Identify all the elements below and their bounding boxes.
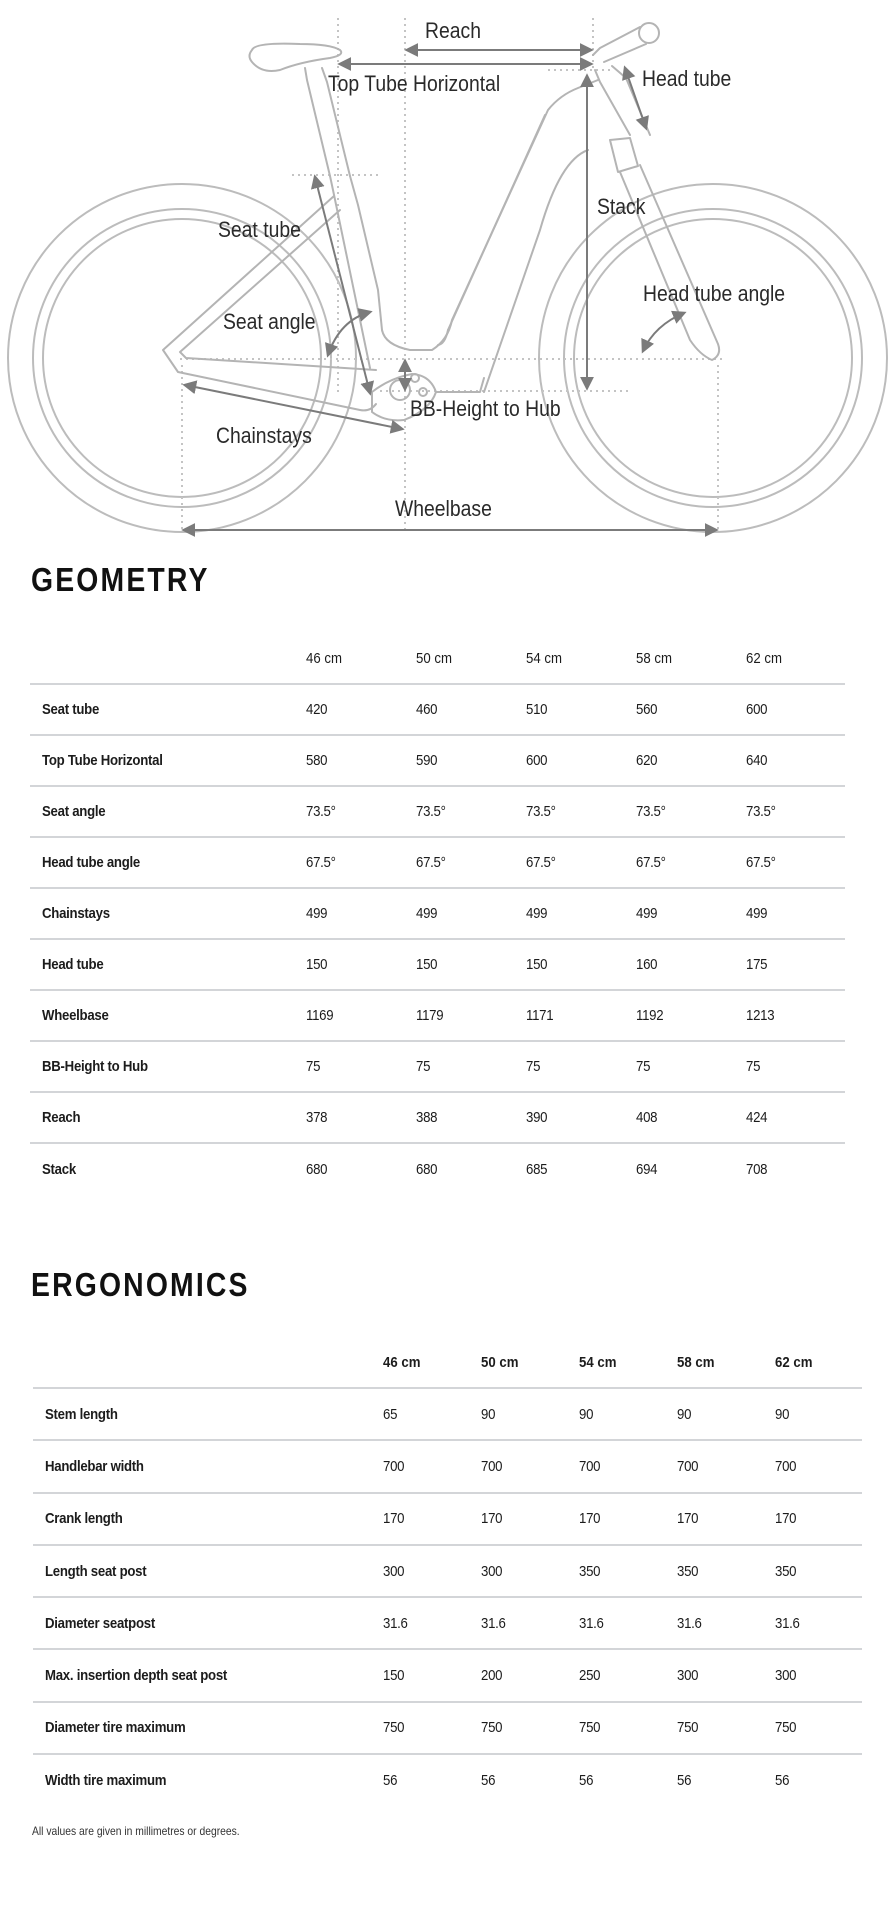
row-label [33,1702,383,1754]
row-label [30,837,306,888]
size-label: 62 cm [775,1353,813,1371]
size-header [306,634,416,684]
cell-value-text: 750 [775,1719,797,1737]
cell-value [746,990,845,1041]
cell-value-text: 150 [383,1667,405,1685]
size-label: 46 cm [306,650,342,667]
cell-value [746,888,845,939]
table-row [30,939,845,990]
table-row [33,1493,862,1545]
cell-value [526,684,636,735]
label-chainstays: Chainstays [216,423,312,449]
cell-value-text: 600 [526,752,548,769]
cell-value [579,1545,677,1597]
cell-value-text: 700 [579,1457,601,1475]
cell-value [636,990,746,1041]
cell-value [481,1702,579,1754]
row-label [30,786,306,837]
cell-value [579,1649,677,1701]
cell-value [579,1493,677,1545]
row-label-text: Stem length [45,1405,118,1423]
table-header-row [30,634,845,684]
cell-value-text: 300 [481,1562,503,1580]
size-label: 58 cm [677,1353,715,1371]
cell-value-text: 499 [306,905,328,922]
cell-value [416,990,526,1041]
cell-value-text: 685 [526,1160,548,1178]
row-label [33,1597,383,1649]
cell-value-text: 750 [383,1719,405,1737]
cell-value [306,786,416,837]
cell-value [526,1092,636,1143]
cell-value-text: 1213 [746,1007,775,1024]
cell-value [677,1493,775,1545]
cell-value-text: 150 [416,956,438,973]
cell-value-text: 170 [677,1510,699,1528]
cell-value-text: 700 [677,1457,699,1475]
ergonomics-table [33,1337,862,1806]
table-row [33,1440,862,1492]
cell-value-text: 694 [636,1160,658,1178]
cell-value-text: 31.6 [579,1614,604,1632]
cell-value-text: 1192 [636,1007,664,1024]
cell-value-text: 75 [306,1058,321,1075]
cell-value-text: 460 [416,701,438,718]
cell-value [677,1545,775,1597]
table-row [30,1041,845,1092]
cell-value-text: 160 [636,956,658,973]
row-label-text: Handlebar width [45,1457,144,1475]
size-header [383,1337,481,1388]
cell-value [481,1597,579,1649]
cell-value [306,684,416,735]
cell-value [481,1493,579,1545]
size-label: 58 cm [636,650,672,667]
size-label: 54 cm [579,1353,617,1371]
cell-value-text: 560 [636,701,658,718]
row-label [30,684,306,735]
cell-value [677,1649,775,1701]
cell-value [526,939,636,990]
cell-value-text: 73.5° [416,803,446,820]
geometry-table [30,634,845,1194]
size-header [677,1337,775,1388]
cell-value-text: 424 [746,1109,768,1126]
cell-value-text: 1171 [526,1007,554,1024]
row-label-text: Diameter seatpost [45,1614,155,1632]
cell-value-text: 420 [306,701,328,718]
cell-value [306,735,416,786]
cell-value [677,1388,775,1440]
cell-value-text: 499 [526,905,548,922]
cell-value-text: 300 [677,1667,699,1685]
header-empty [33,1337,383,1388]
cell-value-text: 175 [746,956,768,973]
cell-value [636,888,746,939]
cell-value [746,1041,845,1092]
size-label: 46 cm [383,1353,421,1371]
row-label [30,888,306,939]
cell-value-text: 300 [383,1562,405,1580]
size-label: 50 cm [416,650,452,667]
cell-value [306,1092,416,1143]
cell-value-text: 390 [526,1109,548,1126]
row-label-text: Diameter tire maximum [45,1719,186,1737]
cell-value-text: 700 [383,1457,405,1475]
cell-value [306,888,416,939]
cell-value [677,1702,775,1754]
cell-value [579,1754,677,1806]
cell-value [746,837,845,888]
cell-value-text: 75 [746,1058,761,1075]
cell-value [526,786,636,837]
table-row [33,1545,862,1597]
cell-value-text: 67.5° [746,854,776,871]
cell-value-text: 56 [481,1772,496,1790]
cell-value [579,1440,677,1492]
label-bb-height-to-hub: BB-Height to Hub [409,396,561,422]
cell-value-text: 90 [579,1405,594,1423]
row-label [33,1440,383,1492]
cell-value [416,837,526,888]
cell-value-text: 170 [775,1510,797,1528]
cell-value [481,1649,579,1701]
table-row [30,786,845,837]
cell-value-text: 708 [746,1160,768,1178]
cell-value [416,1143,526,1194]
row-label [30,990,306,1041]
cell-value [306,1143,416,1194]
row-label-text: Stack [42,1160,76,1178]
cell-value [775,1597,862,1649]
cell-value [306,1041,416,1092]
cell-value [526,888,636,939]
cell-value [383,1545,481,1597]
cell-value-text: 499 [746,905,768,922]
cell-value-text: 620 [636,752,658,769]
size-header [579,1337,677,1388]
cell-value-text: 31.6 [383,1614,408,1632]
cell-value [775,1649,862,1701]
cell-value-text: 378 [306,1109,328,1126]
table-row [30,1092,845,1143]
cell-value [383,1493,481,1545]
cell-value-text: 75 [416,1058,431,1075]
row-label [30,1092,306,1143]
cell-value [526,990,636,1041]
cell-value-text: 67.5° [306,854,336,871]
cell-value-text: 56 [775,1772,790,1790]
label-wheelbase: Wheelbase [395,496,492,522]
table-row [33,1754,862,1806]
bike-geometry-diagram [0,0,895,545]
table-row [30,888,845,939]
cell-value-text: 56 [579,1772,594,1790]
cell-value [526,837,636,888]
cell-value-text: 700 [481,1457,503,1475]
row-label [30,735,306,786]
cell-value [636,1041,746,1092]
size-header [775,1337,862,1388]
row-label-text: Head tube [42,956,104,973]
cell-value-text: 300 [775,1667,797,1685]
row-label-text: Top Tube Horizontal [42,752,163,769]
cell-value [636,837,746,888]
row-label-text: Width tire maximum [45,1772,167,1790]
cell-value [416,888,526,939]
table-row [30,837,845,888]
cell-value [416,786,526,837]
row-label [33,1754,383,1806]
cell-value [383,1597,481,1649]
row-label-text: Seat tube [42,701,100,718]
cell-value-text: 31.6 [775,1614,800,1632]
cell-value-text: 90 [677,1405,692,1423]
cell-value-text: 408 [636,1109,658,1126]
head-tube-angle-arrow [643,313,684,351]
cell-value [306,837,416,888]
cell-value-text: 90 [481,1405,496,1423]
cell-value-text: 510 [526,701,548,718]
cell-value-text: 31.6 [481,1614,506,1632]
cell-value [636,684,746,735]
row-label [30,1041,306,1092]
cell-value-text: 75 [636,1058,651,1075]
size-header [526,634,636,684]
cell-value [746,684,845,735]
cell-value-text: 580 [306,752,328,769]
cell-value [526,1041,636,1092]
cell-value-text: 200 [481,1667,503,1685]
size-label: 62 cm [746,650,782,667]
footnote: All values are given in millimetres or degrees. [32,1824,240,1838]
cell-value [526,1143,636,1194]
cell-value [775,1754,862,1806]
cell-value [416,735,526,786]
cell-value [636,1143,746,1194]
row-label-text: Seat angle [42,803,106,820]
cell-value [636,786,746,837]
cell-value [416,939,526,990]
row-label-text: Reach [42,1109,81,1126]
cell-value [746,786,845,837]
row-label-text: Length seat post [45,1562,147,1580]
row-label [33,1388,383,1440]
cell-value [481,1388,579,1440]
cell-value-text: 350 [677,1562,699,1580]
front-wheel [539,184,887,532]
cell-value [746,1092,845,1143]
cell-value-text: 499 [636,905,658,922]
cell-value-text: 750 [481,1719,503,1737]
table-row [33,1649,862,1701]
cell-value-text: 350 [775,1562,797,1580]
cell-value-text: 750 [677,1719,699,1737]
size-header [416,634,526,684]
cell-value-text: 73.5° [306,803,336,820]
label-seat-angle: Seat angle [223,309,316,335]
cell-value-text: 590 [416,752,438,769]
label-reach: Reach [424,18,481,44]
cell-value-text: 750 [579,1719,601,1737]
row-label-text: Wheelbase [42,1007,109,1024]
cell-value [636,939,746,990]
cell-value-text: 170 [481,1510,503,1528]
row-label-text: BB-Height to Hub [42,1058,148,1075]
cell-value [775,1440,862,1492]
label-head-tube-angle: Head tube angle [643,281,786,307]
cell-value [746,1143,845,1194]
row-label [30,939,306,990]
header-empty [30,634,306,684]
cell-value-text: 600 [746,701,768,718]
cell-value [481,1440,579,1492]
cell-value [383,1388,481,1440]
size-header [481,1337,579,1388]
cell-value-text: 700 [775,1457,797,1475]
cell-value-text: 56 [677,1772,692,1790]
cell-value [636,735,746,786]
label-seat-tube: Seat tube [218,217,301,243]
row-label-text: Max. insertion depth seat post [45,1667,228,1685]
cell-value-text: 73.5° [526,803,556,820]
label-head-tube: Head tube [642,66,732,92]
table-row [30,684,845,735]
measurement-arrows [184,50,716,530]
cell-value-text: 73.5° [746,803,776,820]
cell-value-text: 67.5° [636,854,666,871]
cell-value-text: 1179 [416,1007,444,1024]
cell-value-text: 56 [383,1772,398,1790]
table-row [33,1388,862,1440]
cell-value-text: 31.6 [677,1614,702,1632]
size-header [636,634,746,684]
cell-value [383,1702,481,1754]
label-top-tube-horizontal: Top Tube Horizontal [328,71,501,97]
size-label: 50 cm [481,1353,519,1371]
row-label-text: Head tube angle [42,854,140,871]
row-label [33,1649,383,1701]
cell-value-text: 1169 [306,1007,334,1024]
cell-value [746,939,845,990]
cell-value-text: 250 [579,1667,601,1685]
cell-value [636,1092,746,1143]
cell-value-text: 350 [579,1562,601,1580]
cell-value-text: 67.5° [416,854,446,871]
cell-value-text: 65 [383,1405,398,1423]
cell-value [416,1092,526,1143]
cell-value [383,1649,481,1701]
cell-value [775,1493,862,1545]
cell-value [775,1702,862,1754]
cell-value [526,735,636,786]
label-stack: Stack [597,194,646,220]
cell-value [677,1440,775,1492]
table-row [33,1597,862,1649]
geometry-title: GEOMETRY [31,561,210,598]
cell-value-text: 150 [306,956,328,973]
cell-value [579,1702,677,1754]
cell-value [775,1388,862,1440]
cell-value [481,1754,579,1806]
cell-value-text: 680 [306,1160,328,1178]
row-label-text: Chainstays [42,905,110,922]
cell-value-text: 388 [416,1109,438,1126]
cell-value [677,1597,775,1649]
cell-value-text: 170 [579,1510,601,1528]
table-row [30,990,845,1041]
cell-value [306,990,416,1041]
cell-value-text: 680 [416,1160,438,1178]
cell-value-text: 170 [383,1510,405,1528]
size-label: 54 cm [526,650,562,667]
cell-value-text: 499 [416,905,438,922]
table-row [30,735,845,786]
cell-value [306,939,416,990]
cell-value [579,1388,677,1440]
cell-value [416,1041,526,1092]
cell-value-text: 67.5° [526,854,556,871]
cell-value [416,684,526,735]
cell-value-text: 75 [526,1058,541,1075]
row-label-text: Crank length [45,1510,123,1528]
size-header [746,634,845,684]
cell-value-text: 90 [775,1405,790,1423]
cell-value [775,1545,862,1597]
row-label [33,1493,383,1545]
ergonomics-title: ERGONOMICS [31,1266,250,1303]
cell-value [579,1597,677,1649]
cell-value [677,1754,775,1806]
row-label [33,1545,383,1597]
table-row [33,1702,862,1754]
cell-value [746,735,845,786]
table-header-row [33,1337,862,1388]
cell-value-text: 640 [746,752,768,769]
seat-tube-arrow [315,177,370,393]
table-row [30,1143,845,1194]
cell-value [383,1754,481,1806]
cell-value-text: 73.5° [636,803,666,820]
row-label [30,1143,306,1194]
cell-value-text: 150 [526,956,548,973]
cell-value [481,1545,579,1597]
cell-value [383,1440,481,1492]
